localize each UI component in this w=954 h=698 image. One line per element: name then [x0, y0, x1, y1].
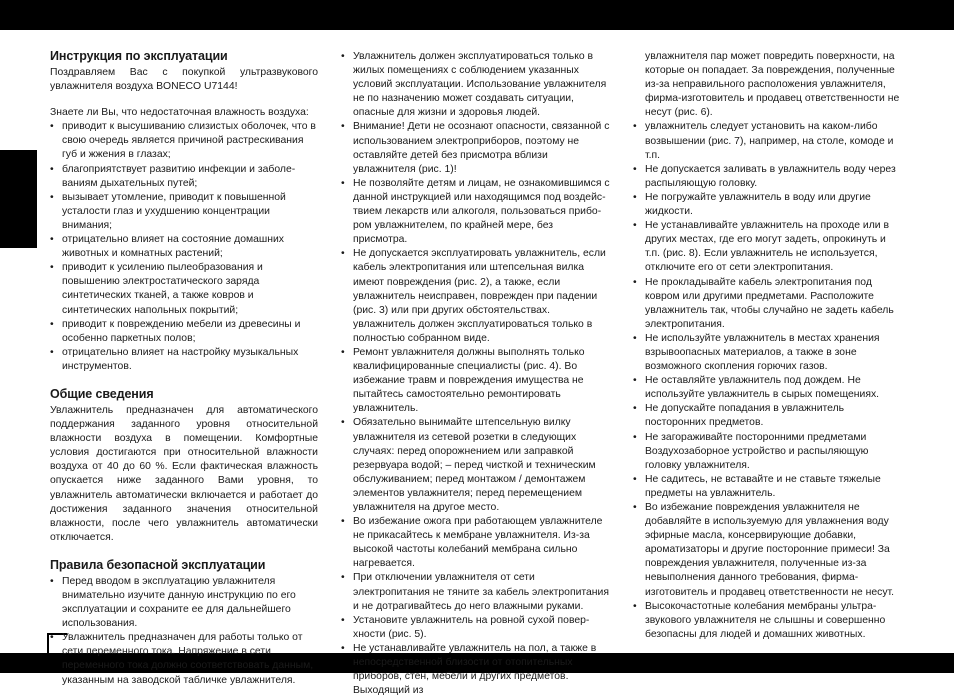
lead-paragraph: Знаете ли Вы, что недостаточная влажность воздуха: — [50, 107, 309, 119]
heading-safety: Правила безопасной эксплуатации — [50, 557, 266, 572]
list-item: • Не загораживайте посторонними предметами Воздухозаборное устройство и распыляющую головку увлажнителя. — [633, 431, 903, 473]
list-item: • отрицательно влияет на настройку музыкальных инструментов. — [50, 346, 318, 374]
list-item: • увлажнитель следует установить на каком-либо возвышении (рис. 7), например, на столе, комоде и т.п. — [633, 120, 903, 162]
list-item: • Ремонт увлажнителя должны выполнять только квалифицированные специалисты (рис. 4). Во избежание травм и повреждения имущества не пытайтесь самостоятельно ремонтировать увлажнитель. — [341, 346, 610, 416]
list-item: • Не допускайте попадания в увлажнитель посторонних предметов. — [633, 402, 903, 430]
safety-list — [50, 575, 318, 688]
list-item: • Высокочастотные колебания мембраны ультразвукового увлажнителя не слышны и совершенно безопасны для людей и домашних животных. — [633, 600, 903, 642]
list-item: • Установите увлажнитель на ровной сухой поверхности (рис. 5). — [341, 614, 610, 642]
top-black-bar — [0, 0, 954, 30]
list-item: • благоприятствует развитию инфекции и заболеваниям дыхательных путей; — [50, 163, 318, 191]
list-item: • Увлажнитель предназначен для работы только от сети переменного тока. Напряжение в сети переменного тока должно соответствовать данным, указанным на заводской табличке увлажнителя. — [50, 631, 318, 687]
list-item: • Не устанавливайте увлажнитель на проходе или в других местах, где его могут задеть, опрокинуть и т.п. (рис. 8). Если увлажнитель не используется, отключите его от сети электропитания. — [633, 219, 903, 275]
list-item: • Обязательно вынимайте штепсельную вилку увлажнителя из сетевой розетки в следующих случаях: перед опорожнением или заправкой резервуара водой; – перед чисткой и техническим обслуживанием; перед монтажом / демонтажем элементов увлажнителя; перед перемещением увлажнителя на другое место. — [341, 416, 610, 515]
list-item: • Не садитесь, не вставайте и не ставьте тяжелые предметы на увлажнитель. — [633, 473, 903, 501]
list-item: • Во избежание повреждения увлажнителя не добавляйте в используемую для увлажнения воду эфирные масла, консервирующие добавки, ароматизаторы и другие посторонние примеси! За повреждения увлажнителя, полученные из-за невыполнения данного требования, фирма-изготовитель и продавец ответственности не несут. — [633, 501, 903, 600]
dry-air-list — [50, 120, 318, 374]
list-item: • Не погружайте увлажнитель в воду или другие жидкости. — [633, 191, 903, 219]
list-item: • приводит к высушиванию слизистых оболочек, что в свою очередь является причиной растрескивания губ и жжения в глазах; — [50, 120, 318, 162]
column-middle — [341, 50, 610, 698]
list-item: • Во избежание ожога при работающем увлажнителе не прикасайтесь к мембране увлажнителя. Из-за высокой частоты колебаний мембрана сильно нагревается. — [341, 515, 610, 571]
safety-list-continued-2 — [633, 50, 903, 642]
list-item: • приводит к повреждению мебели из древесины и особенно паркетных полов; — [50, 318, 318, 346]
list-item: • Не позволяйте детям и лицам, не ознакомившимся с данной инструкцией или находящимся под воздействием лекарств или алкоголя, пользоваться прибором увлажнителем, по крайней мере, без присмотра. — [341, 177, 610, 247]
list-item: • Внимание! Дети не осознают опасности, связанной с использованием электроприборов, поэтому не оставляйте детей без присмотра вблизи увлажнителя (рис. 1)! — [341, 120, 610, 176]
list-item: • Увлажнитель должен эксплуатироваться только в жилых помещениях с соблюдением указанных условий эксплуатации. Использование увлажнителя не по назначению может создавать ситуации, опасные для жизни и здоровья людей. — [341, 50, 610, 120]
list-item: • При отключении увлажнителя от сети электропитания не тяните за кабель электропитания и не дотрагивайтесь до него влажными руками. — [341, 571, 610, 613]
section-tab-marker — [0, 150, 37, 248]
list-item: • Не оставляйте увлажнитель под дождем. Не используйте увлажнитель в сырых помещениях. — [633, 374, 903, 402]
general-paragraph: Увлажнитель предназначен для автоматического поддержания заданного уровня относительной влажности воздуха в помещении. Комфортные условия достигаются при относительной влажности воздуха от 40 до 60 %. Если фактическая влажность опускается ниже заданного Вами уровня, то увлажнитель автоматически включается и работает до достижения заданного значения относительной влажности, после чего увлажнитель автоматически отключается. — [50, 404, 318, 543]
list-item: • приводит к усилению пылеобразования и повышению электростатического заряда синтетических тканей, а также ковров и синтетических напольных покрытий; — [50, 261, 318, 317]
heading-general: Общие сведения — [50, 386, 154, 401]
list-item: • вызывает утомление, приводит к повышенной усталости глаз и ухудшению концентрации внимания; — [50, 191, 318, 233]
heading-instructions: Инструкция по эксплуатации — [50, 49, 228, 63]
list-item-continuation: увлажнителя пар может повредить поверхности, на которые он попадает. За повреждения, полученные из-за неправильного расположения увлажнителя, фирма-изготовитель и продавец ответственности не несут (рис. 6). — [645, 51, 900, 119]
list-item: • Не устанавливайте увлажнитель на пол, а также в непосредственной близости от отопительных приборов, стен, мебели и других предметов. Выходящий из — [341, 642, 610, 698]
intro-paragraph: Поздравляем Вас с покупкой ультразвукового увлажнителя воздуха BONECO U7144! — [50, 67, 318, 93]
list-item: • Не прокладывайте кабель электропитания под ковром или другими предметами. Расположите увлажнитель так, чтобы случайно не задеть кабель электропитания. — [633, 276, 903, 332]
safety-list-continued — [341, 50, 610, 698]
list-item: • Не допускается эксплуатировать увлажнитель, если кабель электропитания или штепсельная вилка имеют повреждения (рис. 2), а также, если увлажнитель неисправен, поврежден при падении (рис. 3) или при других обстоятельствах. увлажнитель должен эксплуатироваться только в полностью собранном виде. — [341, 247, 610, 346]
list-item: • Не используйте увлажнитель в местах хранения взрывоопасных материалов, а также в зоне возможного скопления горючих газов. — [633, 332, 903, 374]
list-item: • Перед вводом в эксплуатацию увлажнителя внимательно изучите данную инструкцию по его эксплуатации и сохраните ее для дальнейшего использования. — [50, 575, 318, 631]
list-item: • отрицательно влияет на состояние домашних животных и комнатных растений; — [50, 233, 318, 261]
column-right — [633, 50, 903, 642]
column-left — [50, 49, 318, 688]
list-item: • Не допускается заливать в увлажнитель воду через распыляющую головку. — [633, 163, 903, 191]
